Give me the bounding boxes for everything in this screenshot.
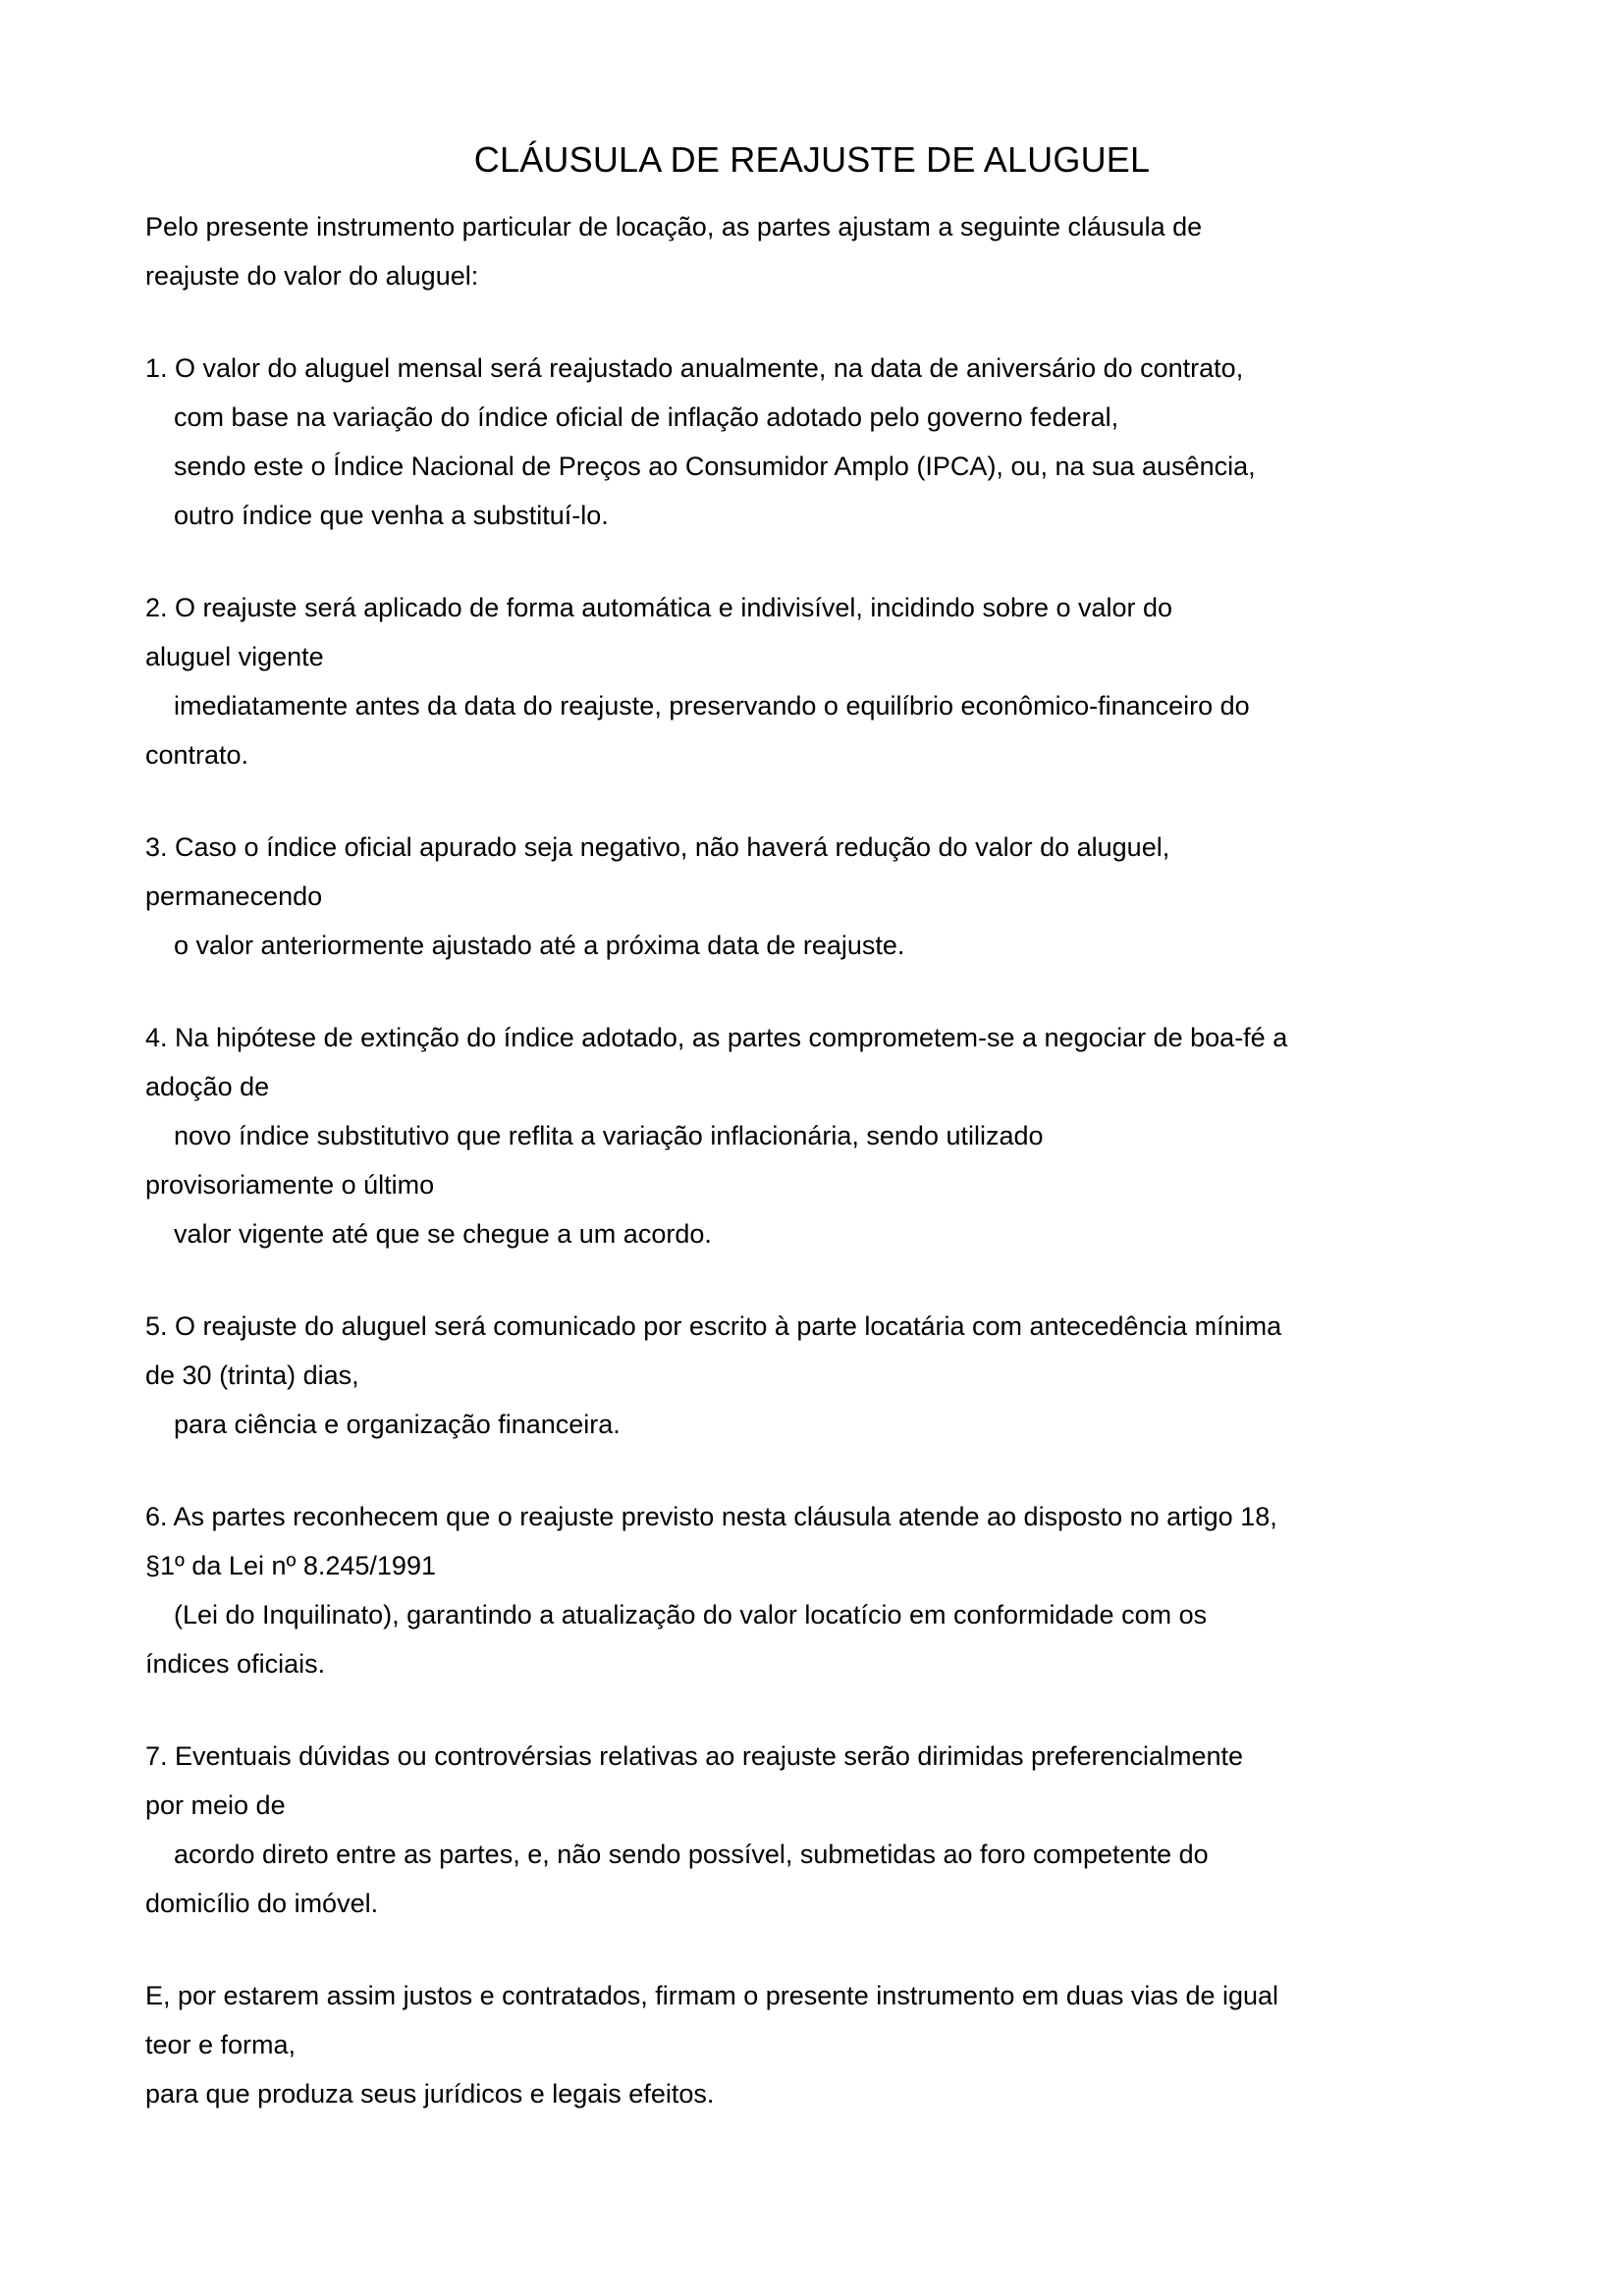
text-line: adoção de [145, 1072, 270, 1101]
paragraph-closing [145, 1971, 1382, 2118]
text-line: E, por estarem assim justos e contratados, firmam o presente instrumento em duas vias de igual [145, 1981, 1279, 2010]
paragraph-clause-5 [145, 1302, 1382, 1449]
paragraph-clause-6 [145, 1492, 1382, 1688]
text-line: (Lei do Inquilinato), garantindo a atualização do valor locatício em conformidade com os [174, 1600, 1208, 1629]
text-line: o valor anteriormente ajustado até a próxima data de reajuste. [174, 931, 905, 960]
text-line: acordo direto entre as partes, e, não sendo possível, submetidas ao foro competente do [174, 1840, 1209, 1869]
text-line: imediatamente antes da data do reajuste, preservando o equilíbrio econômico-financeiro do [174, 691, 1250, 721]
text-line: sendo este o Índice Nacional de Preços ao Consumidor Amplo (IPCA), ou, na sua ausência, [174, 452, 1256, 481]
text-line: 1. O valor do aluguel mensal será reajustado anualmente, na data de aniversário do contrato, [145, 353, 1244, 383]
text-line: de 30 (trinta) dias, [145, 1361, 359, 1390]
text-line: aluguel vigente [145, 642, 324, 671]
paragraph-clause-2 [145, 583, 1382, 779]
paragraph-clause-1 [145, 344, 1382, 540]
text-line: novo índice substitutivo que reflita a variação inflacionária, sendo utilizado [174, 1121, 1044, 1150]
text-line: 4. Na hipótese de extinção do índice adotado, as partes comprometem-se a negociar de boa-fé a [145, 1023, 1288, 1052]
text-line: com base na variação do índice oficial de inflação adotado pelo governo federal, [174, 402, 1119, 432]
text-line: contrato. [145, 740, 249, 770]
text-line: 3. Caso o índice oficial apurado seja negativo, não haverá redução do valor do aluguel, [145, 832, 1170, 862]
text-line: permanecendo [145, 881, 323, 911]
text-line: valor vigente até que se chegue a um acordo. [174, 1219, 712, 1249]
text-line: provisoriamente o último [145, 1170, 435, 1200]
paragraph-clause-3 [145, 823, 1382, 970]
text-line: §1º da Lei nº 8.245/1991 [145, 1551, 436, 1580]
text-line: para ciência e organização financeira. [174, 1410, 621, 1439]
text-line: por meio de [145, 1790, 286, 1820]
text-line: 7. Eventuais dúvidas ou controvérsias relativas ao reajuste serão dirimidas preferencialmente [145, 1741, 1244, 1771]
text-line: para que produza seus jurídicos e legais efeitos. [145, 2079, 715, 2109]
paragraph-clause-7 [145, 1732, 1382, 1928]
paragraph-intro [145, 202, 1382, 300]
text-line: 5. O reajuste do aluguel será comunicado por escrito à parte locatária com antecedência mínima [145, 1311, 1282, 1341]
text-line: outro índice que venha a substituí-lo. [174, 501, 609, 530]
text-line: teor e forma, [145, 2030, 297, 2059]
document-body [145, 202, 1382, 2118]
page-title: CLÁUSULA DE REAJUSTE DE ALUGUEL [473, 139, 1151, 181]
text-line: domicílio do imóvel. [145, 1889, 379, 1918]
text-line: Pelo presente instrumento particular de locação, as partes ajustam a seguinte cláusula de [145, 212, 1203, 241]
text-line: 6. As partes reconhecem que o reajuste previsto nesta cláusula atende ao disposto no artigo 18, [145, 1502, 1277, 1531]
paragraph-clause-4 [145, 1013, 1382, 1258]
text-line: índices oficiais. [145, 1649, 326, 1679]
text-line: reajuste do valor do aluguel: [145, 261, 479, 291]
text-line: 2. O reajuste será aplicado de forma automática e indivisível, incidindo sobre o valor do [145, 593, 1173, 622]
